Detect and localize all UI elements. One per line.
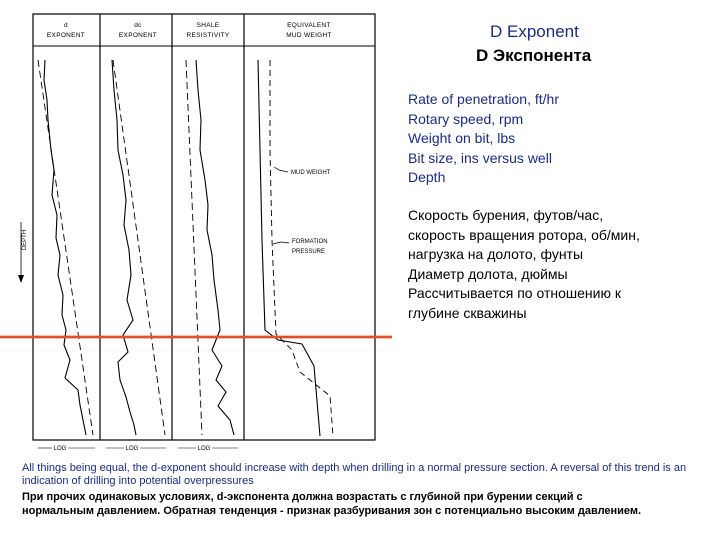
shale-resistivity-trend-line (186, 60, 202, 435)
mud-weight-leader (274, 167, 288, 172)
mud-weight-line (258, 60, 320, 436)
parameter-depth: Depth (408, 169, 446, 185)
column-header-d-sub: EXPONENT (46, 32, 86, 39)
note-russian-line-1: При прочих одинаковых условиях, d-экспонента должна возрастать с глубиной при бурении секций с (22, 491, 583, 503)
parameter-ru-rpm: скорость вращения ротора, об/мин, (408, 226, 640, 243)
mud-weight-annotation: MUD WEIGHT (291, 170, 331, 176)
column-header-shale-sub: RESISTIVITY (186, 32, 230, 39)
shale-resistivity-curve (196, 60, 234, 435)
parameter-bit-size: Bit size, ins versus well (408, 149, 552, 166)
formation-pressure-leader (273, 242, 289, 244)
formation-pressure-annotation: FORMATION (292, 239, 328, 245)
column-header-dc-sub: EXPONENT (118, 32, 158, 39)
log-scale-label: LOG (197, 446, 211, 452)
formation-pressure-annotation-2: PRESSURE (292, 249, 326, 255)
parameter-ru-depth-1: Рассчитывается по отношению к (408, 285, 621, 301)
note-english: All things being equal, the d-exponent should increase with depth when drilling in a normal pressure section. A reversal of this trend is an indication of drilling into potential overpressures (22, 462, 687, 487)
dc-exponent-curve (112, 60, 136, 435)
parameters-english (408, 90, 559, 188)
log-scale-label: LOG (125, 446, 139, 452)
parameter-rop: Rate of penetration, ft/hr (408, 91, 559, 107)
d-exponent-curve (44, 60, 86, 435)
note-russian-line-2: нормальным давлением. Обратная тенденция - признак разбуривания зон с потенциально высоким давлением. (22, 505, 642, 517)
depth-axis-label: DEPTH (22, 229, 28, 251)
parameter-rpm: Rotary speed, rpm (408, 110, 524, 127)
column-header-emw: EQUIVALENT (287, 22, 331, 29)
parameters-russian (408, 206, 708, 323)
parameter-ru-bit-size: Диаметр долота, дюймы (408, 265, 568, 282)
column-header-shale: SHALE (196, 22, 220, 29)
dc-exponent-trend-line (113, 60, 165, 435)
d-exponent-log-diagram (0, 0, 400, 460)
column-header-emw-sub: MUD WEIGHT (286, 32, 332, 39)
title-russian: D Экспонента (476, 46, 592, 65)
column-header-dc: dc (134, 22, 142, 29)
column-header-d: d (64, 22, 68, 29)
parameter-ru-wob: нагрузка на долото, фунты (408, 246, 584, 262)
parameter-wob: Weight on bit, lbs (408, 130, 516, 146)
formation-pressure-line (270, 60, 333, 436)
parameter-ru-depth-2: глубине скважины (408, 304, 527, 321)
parameter-ru-rop: Скорость бурения, футов/час, (408, 207, 604, 223)
log-scale-label: LOG (53, 446, 67, 452)
depth-arrow-head (18, 275, 24, 283)
note-russian (22, 490, 712, 518)
title-english: D Exponent (490, 22, 579, 41)
